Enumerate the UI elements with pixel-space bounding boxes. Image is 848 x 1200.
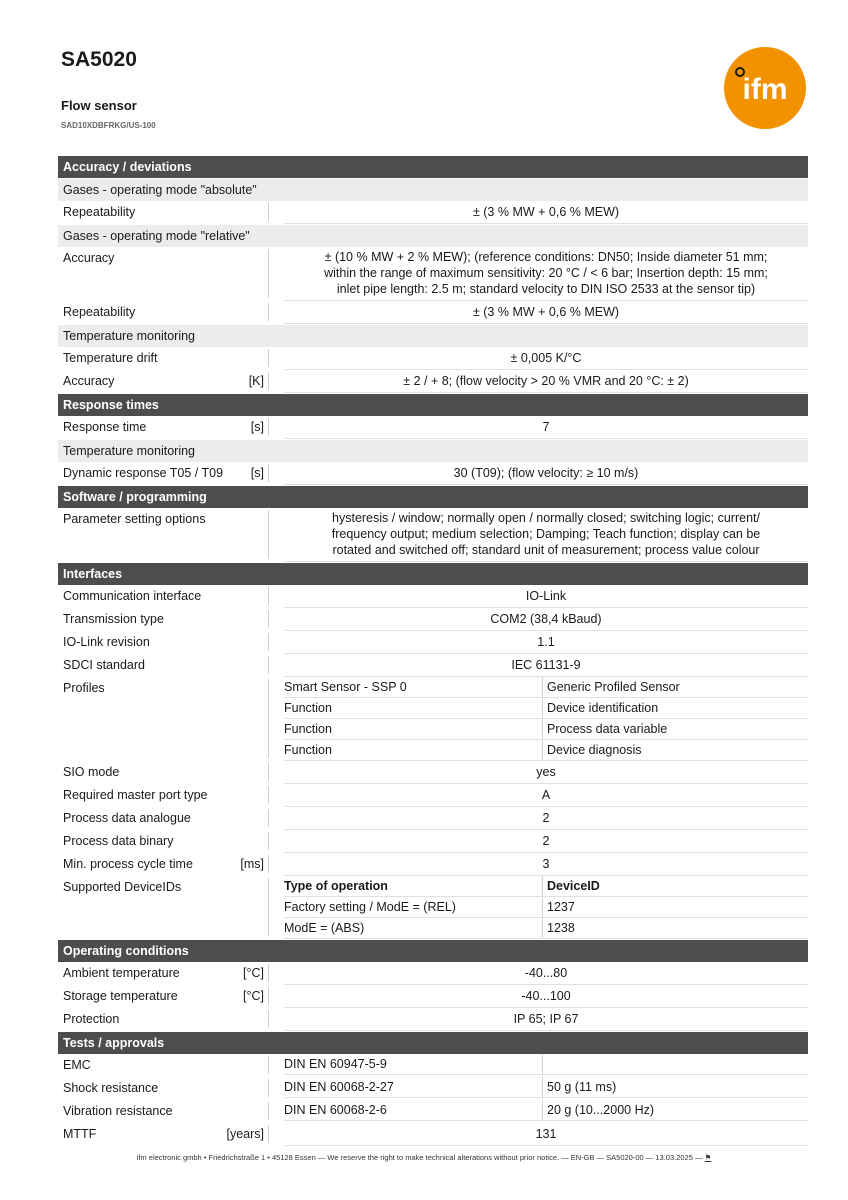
row-communication-interface bbox=[58, 585, 808, 608]
row-label: Communication interface bbox=[63, 589, 202, 603]
row-label: Ambient temperature bbox=[63, 966, 180, 980]
grid-row bbox=[284, 918, 808, 939]
grid-row bbox=[284, 740, 808, 761]
row-label: Shock resistance bbox=[63, 1081, 159, 1095]
product-title: SA5020 bbox=[61, 48, 137, 71]
subheader-temperature-monitoring: Temperature monitoring bbox=[58, 325, 808, 347]
grid-row bbox=[284, 1054, 808, 1075]
row-temperature-drift bbox=[58, 347, 808, 370]
row-emc bbox=[58, 1054, 808, 1077]
row-value: 7 bbox=[284, 416, 808, 439]
row-accuracy-rel bbox=[58, 247, 808, 301]
row-dynamic-response bbox=[58, 462, 808, 485]
row-unit: [K] bbox=[248, 374, 264, 388]
row-process-data-binary bbox=[58, 830, 808, 853]
page-footer bbox=[0, 1153, 848, 1162]
footer-text: ifm electronic gmbh • Friedrichstraße 1 • 45128 Essen — We reserve the right to make technical alterations without prior notice. — EN-GB — SA5020-00 — 13.03.2025 — bbox=[136, 1153, 703, 1162]
row-value: IEC 61131-9 bbox=[284, 654, 808, 677]
grid-cell: Function bbox=[284, 701, 332, 715]
row-value: IP 65; IP 67 bbox=[284, 1008, 808, 1031]
row-label: Accuracy bbox=[63, 374, 115, 388]
row-value: ± (3 % MW + 0,6 % MEW) bbox=[284, 301, 808, 324]
row-label: IO-Link revision bbox=[63, 635, 150, 649]
row-label: Supported DeviceIDs bbox=[63, 880, 182, 894]
grid-cell: Device identification bbox=[542, 698, 808, 718]
row-repeatability-rel bbox=[58, 301, 808, 324]
row-value: hysteresis / window; normally open / normally closed; switching logic; current/ frequency output; medium selection; Damping; Teach function; display can be rotated and switched off; standard unit of measurement; process value colour bbox=[284, 508, 808, 562]
row-value: A bbox=[284, 784, 808, 807]
logo-text: ifm bbox=[742, 73, 788, 106]
row-value: ± 0,005 K/°C bbox=[284, 347, 808, 370]
grid-cell: Factory setting / ModE = (REL) bbox=[284, 900, 456, 914]
grid-header-row bbox=[284, 876, 808, 897]
profiles-grid bbox=[284, 677, 808, 761]
row-value: ± (3 % MW + 0,6 % MEW) bbox=[284, 201, 808, 224]
row-label: Parameter setting options bbox=[63, 512, 206, 526]
row-supported-deviceids bbox=[58, 876, 808, 939]
row-process-data-analogue bbox=[58, 807, 808, 830]
section-header-response: Response times bbox=[58, 394, 808, 416]
row-label: SDCI standard bbox=[63, 658, 145, 672]
row-value: ± 2 / + 8; (flow velocity > 20 % VMR and 20 °C: ± 2) bbox=[284, 370, 808, 393]
grid-cell: 1238 bbox=[542, 918, 808, 938]
row-value: 2 bbox=[284, 807, 808, 830]
row-label: SIO mode bbox=[63, 765, 120, 779]
row-value: -40...80 bbox=[284, 962, 808, 985]
row-label: Protection bbox=[63, 1012, 120, 1026]
row-label: Transmission type bbox=[63, 612, 164, 626]
row-unit: [s] bbox=[250, 466, 264, 480]
row-label: Profiles bbox=[63, 681, 105, 695]
grid-cell: Process data variable bbox=[542, 719, 808, 739]
row-label: Vibration resistance bbox=[63, 1104, 173, 1118]
row-value: 1.1 bbox=[284, 631, 808, 654]
grid-cell: 1237 bbox=[542, 897, 808, 917]
row-transmission-type bbox=[58, 608, 808, 631]
row-temperature-accuracy bbox=[58, 370, 808, 393]
row-shock-resistance bbox=[58, 1077, 808, 1100]
grid-row bbox=[284, 719, 808, 740]
grid-cell: Function bbox=[284, 743, 332, 757]
row-value: IO-Link bbox=[284, 585, 808, 608]
row-label: Required master port type bbox=[63, 788, 208, 802]
row-label: Repeatability bbox=[63, 205, 136, 219]
grid-cell bbox=[542, 1054, 808, 1074]
row-storage-temperature bbox=[58, 985, 808, 1008]
grid-row bbox=[284, 897, 808, 918]
grid-cell: Generic Profiled Sensor bbox=[542, 677, 808, 697]
row-min-cycle-time bbox=[58, 853, 808, 876]
deviceids-grid bbox=[284, 876, 808, 939]
grid-header-cell: DeviceID bbox=[542, 876, 808, 896]
section-header-accuracy: Accuracy / deviations bbox=[58, 156, 808, 178]
row-response-time bbox=[58, 416, 808, 439]
grid-cell: Device diagnosis bbox=[542, 740, 808, 760]
row-master-port-type bbox=[58, 784, 808, 807]
row-label: Temperature drift bbox=[63, 351, 158, 365]
grid-cell: 20 g (10...2000 Hz) bbox=[542, 1100, 808, 1120]
row-label: EMC bbox=[63, 1058, 91, 1072]
grid-cell: DIN EN 60068-2-6 bbox=[284, 1103, 387, 1117]
datasheet-table bbox=[58, 155, 808, 1146]
row-protection bbox=[58, 1008, 808, 1031]
row-sio-mode bbox=[58, 761, 808, 784]
subheader-gases-absolute: Gases - operating mode "absolute" bbox=[58, 179, 808, 201]
row-vibration-resistance bbox=[58, 1100, 808, 1123]
row-value: 2 bbox=[284, 830, 808, 853]
row-value: 3 bbox=[284, 853, 808, 876]
row-label: Dynamic response T05 / T09 bbox=[63, 466, 224, 480]
subheader-temperature-monitoring: Temperature monitoring bbox=[58, 440, 808, 462]
row-label: Process data binary bbox=[63, 834, 174, 848]
product-subtitle: Flow sensor bbox=[61, 98, 137, 113]
row-unit: [°C] bbox=[243, 989, 264, 1003]
row-label: MTTF bbox=[63, 1127, 97, 1141]
row-value: 30 (T09); (flow velocity: ≥ 10 m/s) bbox=[284, 462, 808, 485]
grid-cell: Function bbox=[284, 722, 332, 736]
row-value: yes bbox=[284, 761, 808, 784]
section-header-interfaces: Interfaces bbox=[58, 563, 808, 585]
row-profiles bbox=[58, 677, 808, 761]
grid-cell: ModE = (ABS) bbox=[284, 921, 365, 935]
grid-cell: DIN EN 60068-2-27 bbox=[284, 1080, 394, 1094]
row-value: ± (10 % MW + 2 % MEW); (reference conditions: DN50; Inside diameter 51 mm; within the range of maximum sensitivity: 20 °C / < 6 bar; Insertion depth: 15 mm; inlet pipe length: 2.5 m; standard velocity to DIN ISO 2533 at the sensor tip) bbox=[284, 247, 808, 301]
row-label: Process data analogue bbox=[63, 811, 191, 825]
row-ambient-temperature bbox=[58, 962, 808, 985]
section-header-tests: Tests / approvals bbox=[58, 1032, 808, 1054]
page-header bbox=[0, 0, 848, 155]
ifm-logo bbox=[724, 47, 806, 129]
row-unit: [s] bbox=[250, 420, 264, 434]
row-mttf bbox=[58, 1123, 808, 1146]
row-value: 131 bbox=[284, 1123, 808, 1146]
row-value: COM2 (38,4 kBaud) bbox=[284, 608, 808, 631]
row-iolink-revision bbox=[58, 631, 808, 654]
section-header-operating: Operating conditions bbox=[58, 940, 808, 962]
row-label: Repeatability bbox=[63, 305, 136, 319]
flag-icon: ⚑ bbox=[704, 1153, 712, 1162]
grid-row bbox=[284, 1077, 808, 1098]
grid-header-cell: Type of operation bbox=[284, 879, 388, 893]
row-parameter-options bbox=[58, 508, 808, 562]
grid-row bbox=[284, 677, 808, 698]
row-label: Response time bbox=[63, 420, 147, 434]
section-header-software: Software / programming bbox=[58, 486, 808, 508]
article-code: SAD10XDBFRKG/US-100 bbox=[61, 121, 156, 130]
row-unit: [ms] bbox=[240, 857, 264, 871]
subheader-gases-relative: Gases - operating mode "relative" bbox=[58, 225, 808, 247]
row-label: Storage temperature bbox=[63, 989, 178, 1003]
row-value: -40...100 bbox=[284, 985, 808, 1008]
grid-row bbox=[284, 1100, 808, 1121]
grid-row bbox=[284, 698, 808, 719]
row-label: Min. process cycle time bbox=[63, 857, 193, 871]
grid-cell: 50 g (11 ms) bbox=[542, 1077, 808, 1097]
row-sdci-standard bbox=[58, 654, 808, 677]
row-unit: [°C] bbox=[243, 966, 264, 980]
grid-cell: Smart Sensor - SSP 0 bbox=[284, 680, 407, 694]
grid-cell: DIN EN 60947-5-9 bbox=[284, 1057, 387, 1071]
row-unit: [years] bbox=[226, 1127, 264, 1141]
row-label: Accuracy bbox=[63, 251, 115, 265]
row-repeatability-abs bbox=[58, 201, 808, 224]
